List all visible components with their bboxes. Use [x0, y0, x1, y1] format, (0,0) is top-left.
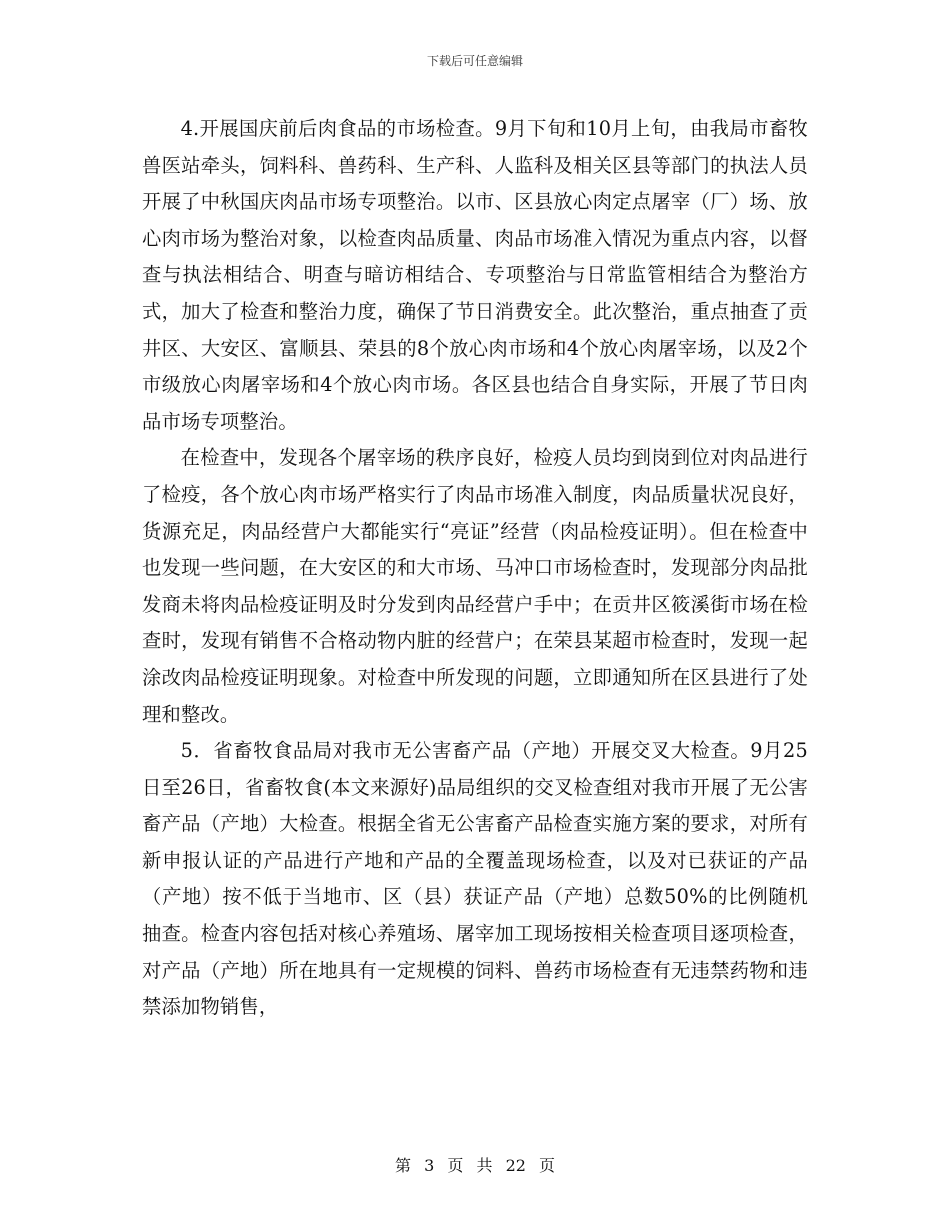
paragraph-2: 在检查中，发现各个屠宰场的秩序良好，检疫人员均到岗到位对肉品进行了检疫，各个放心肉市场严格实行了肉品市场准入制度，肉品质量状况良好，货源充足，肉品经营户大都能实行“亮证”经营（肉品检疫证明）。但在检查中也发现一些问题，在大安区的和大市场、马冲口市场检查时，发现部分肉品批发商未将肉品检疫证明及时分发到肉品经营户手中；在贡井区筱溪街市场在检查时，发现有销售不合格动物内脏的经营户；在荣县某超市检查时，发现一起涂改肉品检疫证明现象。对检查中所发现的问题，立即通知所在区县进行了处理和整改。: [142, 446, 808, 726]
total-pages-number: 22: [505, 1156, 526, 1175]
paragraph-1: 4.开展国庆前后肉食品的市场检查。9月下旬和10月上旬，由我局市畜牧兽医站牵头，饲料科、兽药科、生产科、人监科及相关区县等部门的执法人员开展了中秋国庆肉品市场专项整治。以市、区县放心肉定点屠宰（厂）场、放心肉市场为整治对象，以检查肉品质量、肉品市场准入情况为重点内容，以督查与执法相结合、明查与暗访相结合、专项整治与日常监管相结合为整治方式，加大了检查和整治力度，确保了节日消费安全。此次整治，重点抽查了贡井区、大安区、富顺县、荣县的8个放心肉市场和4个放心肉屠宰场，以及2个市级放心肉屠宰场和4个放心肉市场。各区县也结合自身实际，开展了节日肉品市场专项整治。: [142, 117, 808, 433]
document-body: [142, 111, 808, 1026]
footer-total-word: 共: [476, 1156, 493, 1175]
paragraph-3: 5．省畜牧食品局对我市无公害畜产品（产地）开展交叉大检查。9月25日至26日，省畜牧食(本文来源好)品局组织的交叉检查组对我市开展了无公害畜产品（产地）大检查。根据全省无公害畜产品检查实施方案的要求，对所有新申报认证的产品进行产地和产品的全覆盖现场检查，以及对已获证的产品（产地）按不低于当地市、区（县）获证产品（产地）总数50%的比例随机抽查。检查内容包括对核心养殖场、屠宰加工现场按相关检查项目逐项检查，对产品（产地）所在地具有一定规模的饲料、兽药市场检查有无违禁药物和违禁添加物销售，: [142, 739, 808, 1019]
footer-page-word: 页: [447, 1156, 464, 1175]
footer-suffix: 页: [539, 1156, 556, 1175]
page-header: 下载后可任意编辑: [426, 54, 523, 68]
current-page-number: 3: [424, 1156, 435, 1175]
footer-prefix: 第: [394, 1156, 411, 1175]
page-footer: [0, 1153, 950, 1176]
